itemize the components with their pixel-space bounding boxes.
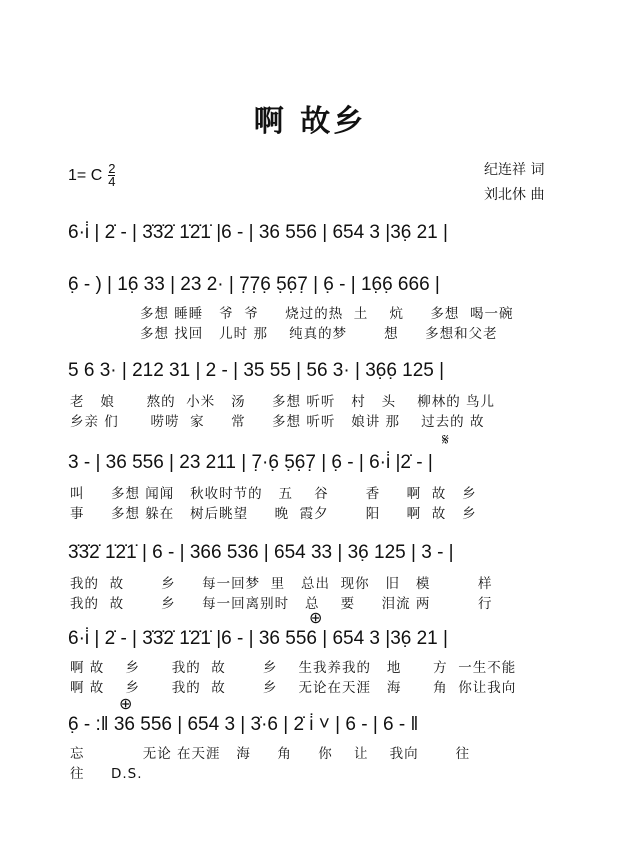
- notes-line: 6·i̇ | 2̇ - | 3̇3̇2̇ 1̇2̇1̇ |6 - | 36 556 | 654 3 |36̣ 21 |: [68, 628, 448, 649]
- lyrics-verse-1: 我的 故 乡 每一回梦 里 总出 现你 旧 模 样: [70, 576, 493, 592]
- credits: [484, 158, 544, 208]
- coda-icon: ⊕: [309, 608, 323, 627]
- composer: 刘北休 曲: [484, 187, 545, 203]
- lyrics-verse-1: 啊 故 乡 我的 故 乡 生我养我的 地 方 一生不能: [70, 660, 517, 676]
- lyricist: 纪连祥 词: [484, 162, 545, 178]
- song-title: 啊 故乡: [253, 104, 367, 139]
- coda-icon: ⊕: [119, 694, 133, 713]
- lyrics-verse-1: 多想 睡睡 爷 爷 烧过的热 土 炕 多想 喝一碗: [140, 306, 514, 322]
- notes-line: 6̣ - ) | 16̣ 33 | 23 2· | 7̣7̣6̣ 5̣6̣7̣ | 6̣ - | 16̣6̣ 666 |: [68, 274, 440, 295]
- tonic: 1= C: [68, 166, 103, 184]
- notes-line: 6̣ - :‖ 36 556 | 654 3 | 3̇·6 | 2̇ i̇ ˅ | 6 - | 6 - ‖: [68, 714, 419, 735]
- lyrics-verse-2: 乡亲 们 唠唠 家 常 多想 听听 娘讲 那 过去的 故: [70, 414, 485, 430]
- lyrics-verse-1: 忘 无论 在天涯 海 角 你 让 我向 往: [70, 746, 471, 762]
- lyrics-verse-2: 往 D.S.: [70, 766, 143, 782]
- key-signature: [68, 163, 115, 188]
- lyrics-verse-1: 叫 多想 闻闻 秋收时节的 五 谷 香 啊 故 乡: [70, 486, 477, 502]
- notes-line: 5 6 3· | 212 31 | 2 - | 35 55 | 56 3· | 36̣6̣ 125 |: [68, 360, 445, 381]
- lyrics-verse-2: 我的 故 乡 每一回离别时 总 要 泪流 两 行: [70, 596, 493, 612]
- lyrics-verse-2: 多想 找回 儿时 那 纯真的梦 想 多想和父老: [140, 326, 498, 342]
- notes-line: 3 - | 36 556 | 23 211 | 7̣·6̣ 5̣6̣7̣ | 6̣ - | 6·i̇ |2̇ - |: [68, 452, 433, 473]
- lyrics-verse-2: 啊 故 乡 我的 故 乡 无论在天涯 海 角 你让我向: [70, 680, 517, 696]
- lyrics-verse-2: 事 多想 躲在 树后眺望 晚 霞夕 阳 啊 故 乡: [70, 506, 477, 522]
- lyrics-verse-1: 老 娘 熬的 小米 汤 多想 听听 村 头 柳林的 鸟儿: [70, 394, 496, 410]
- notes-line: 6·i̇ | 2̇ - | 3̇3̇2̇ 1̇2̇1̇ |6 - | 36 556 | 654 3 |36̣ 21 |: [68, 222, 448, 243]
- segno-icon: 𝄋: [442, 430, 449, 449]
- time-signature: $\frac{2}{4}$: [108, 161, 116, 189]
- notes-line: 3̇3̇2̇ 1̇2̇1̇ | 6 - | 366 536 | 654 33 | 36̣ 125 | 3 - |: [68, 542, 454, 563]
